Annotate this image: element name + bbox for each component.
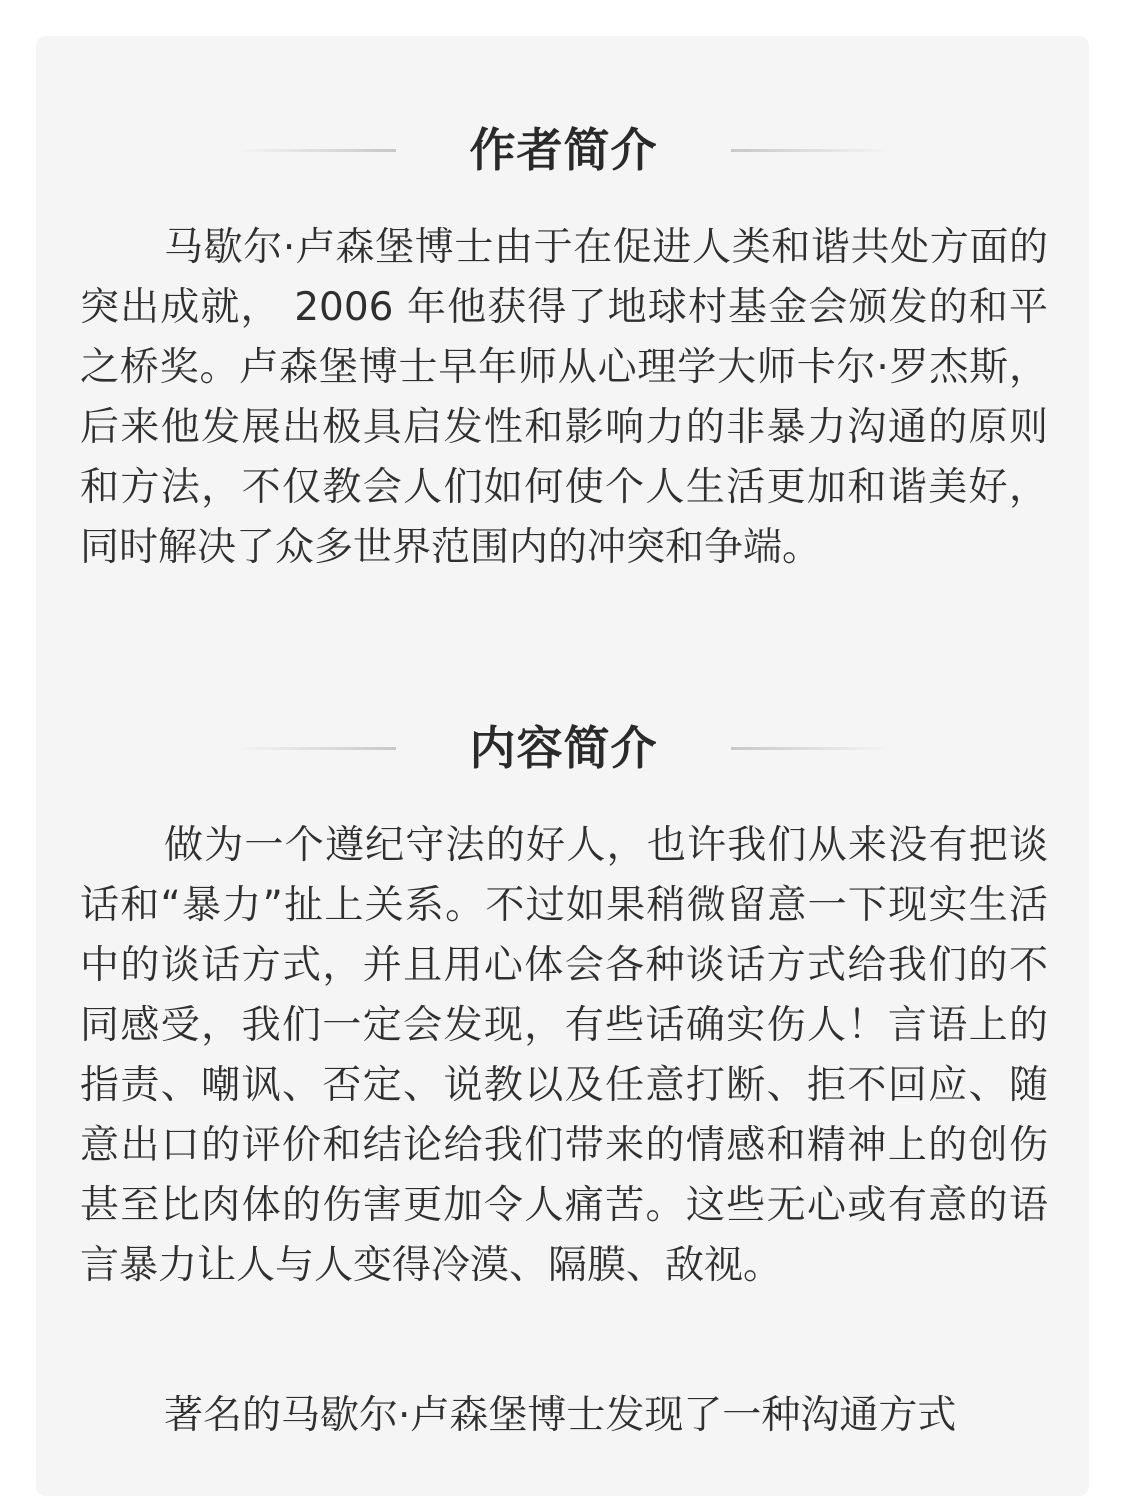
author-section-header (36, 118, 1089, 182)
header-divider-right (731, 149, 891, 152)
content-section-header (36, 716, 1089, 780)
header-divider-left (236, 149, 396, 152)
header-divider-left (236, 747, 396, 750)
content-summary-paragraph-2: 著名的马歇尔·卢森堡博士发现了一种沟通方式 (164, 1393, 957, 1438)
book-intro-card (36, 36, 1089, 1496)
author-section-title: 作者简介 (469, 123, 658, 177)
header-divider-right (731, 747, 891, 750)
content-section-title: 内容简介 (469, 721, 658, 775)
author-bio-paragraph: 马歇尔·卢森堡博士由于在促进人类和谐共处方面的突出成就， 2006 年他获得了地球村基金会颁发的和平之桥奖。卢森堡博士早年师从心理学大师卡尔·罗杰斯，后来他发展出极具启发性和影响力的非暴力沟通的原则和方法，不仅教会人们如何使个人生活更加和谐美好，同时解决了众多世界范围内的冲突和争端。 (80, 225, 1048, 570)
content-summary-paragraph: 做为一个遵纪守法的好人，也许我们从来没有把谈话和“暴力”扯上关系。不过如果稍微留意一下现实生活中的谈话方式，并且用心体会各种谈话方式给我们的不同感受，我们一定会发现，有些话确实伤人！言语上的指责、嘲讽、否定、说教以及任意打断、拒不回应、随意出口的评价和结论给我们带来的情感和精神上的创伤甚至比肉体的伤害更加令人痛苦。这些无心或有意的语言暴力让人与人变得冷漠、隔膜、敌视。 (80, 823, 1048, 1288)
